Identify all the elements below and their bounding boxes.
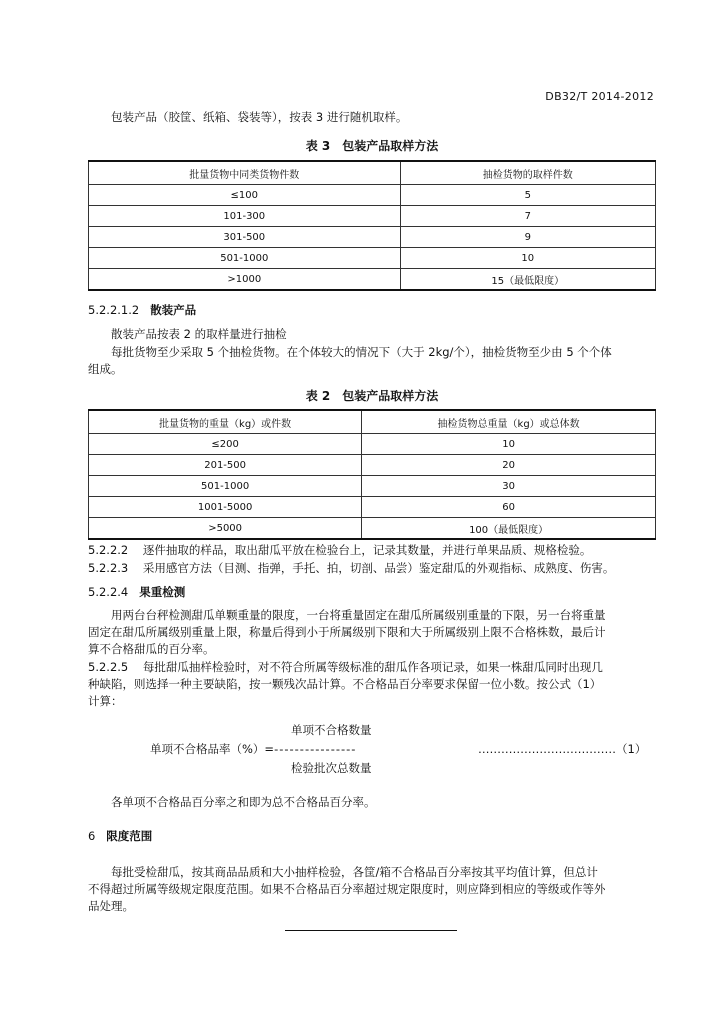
section-5-2-2-5 [88, 659, 603, 675]
table-cell: 7 [400, 206, 655, 227]
section-number: 5.2.2.2 [88, 543, 129, 557]
table-cell: 10 [400, 248, 655, 269]
table-row [89, 185, 656, 206]
table-cell: 201-500 [89, 455, 362, 476]
table2-header: 批量货物的重量（kg）或件数 [89, 410, 362, 434]
table-row [89, 434, 656, 455]
table2-header-row [89, 410, 656, 434]
section-number: 5.2.2.1.2 [88, 303, 140, 317]
table-cell: 100（最低限度） [362, 518, 656, 540]
section-6-heading [88, 828, 152, 844]
formula-denominator: 检验批次总数量 [291, 761, 372, 775]
table-cell: 30 [362, 476, 656, 497]
table-cell: 20 [362, 455, 656, 476]
sum-note: 各单项不合格品百分率之和即为总不合格品百分率。 [111, 795, 376, 809]
table-cell: 501-1000 [89, 248, 401, 269]
section-number: 6 [88, 829, 96, 843]
table-cell: ≤200 [89, 434, 362, 455]
equation-number: （1） [616, 742, 647, 756]
table-row [89, 497, 656, 518]
intro-paragraph: 包装产品（胶筐、纸箱、袋装等），按表 3 进行随机取样。 [111, 110, 408, 124]
table3-header: 批量货物中同类货物件数 [89, 161, 401, 185]
table-row [89, 476, 656, 497]
table-row [89, 518, 656, 540]
table-cell: ≤100 [89, 185, 401, 206]
paragraph: 计算： [88, 694, 123, 708]
table-row [89, 269, 656, 291]
doc-code: DB32/T 2014-2012 [545, 90, 654, 103]
formula-leader-dots: ……………………………… [478, 742, 616, 756]
table-cell: 15（最低限度） [400, 269, 655, 291]
table-cell: 501-1000 [89, 476, 362, 497]
end-rule [285, 930, 457, 931]
section-5-2-2-3 [88, 560, 614, 576]
section-number: 5.2.2.4 [88, 585, 129, 599]
paragraph: 组成。 [88, 362, 123, 376]
paragraph: 品处理。 [88, 899, 134, 913]
table-row [89, 227, 656, 248]
table-cell: 101-300 [89, 206, 401, 227]
section-5-2-2-1-2-heading [88, 302, 196, 318]
section-text: 逐件抽取的样品，取出甜瓜平放在检验台上，记录其数量，并进行单果品质、规格检验。 [142, 543, 592, 557]
table2-title: 表 2 包装产品取样方法 [305, 389, 439, 403]
paragraph: 用两台台秤检测甜瓜单颗重量的限度，一台将重量固定在甜瓜所属级别重量的下限，另一台将重量 [111, 608, 606, 622]
paragraph: 种缺陷，则选择一种主要缺陷，按一颗残次品计算。不合格品百分率要求保留一位小数。按公式（1） [88, 677, 602, 691]
table-cell: 10 [362, 434, 656, 455]
section-5-2-2-2 [88, 542, 591, 558]
table-row [89, 206, 656, 227]
table-cell: >1000 [89, 269, 401, 291]
table-row [89, 248, 656, 269]
section-title: 果重检测 [139, 585, 186, 599]
table-cell: 1001-5000 [89, 497, 362, 518]
formula-label: 单项不合格品率（%）= [150, 742, 275, 756]
table2 [88, 409, 656, 540]
table3-header-row [89, 161, 656, 185]
table-cell: 9 [400, 227, 655, 248]
paragraph: 散装产品按表 2 的取样量进行抽检 [111, 327, 287, 341]
table3 [88, 160, 656, 291]
section-number: 5.2.2.5 [88, 660, 129, 674]
paragraph: 固定在甜瓜所属级别重量上限，称量后得到小于所属级别下限和大于所属级别上限不合格株数，最后计 [88, 625, 606, 639]
paragraph: 每批受检甜瓜，按其商品品质和大小抽样检验，各筐/箱不合格品百分率按其平均值计算，但总计 [111, 865, 598, 879]
formula-equation-number [478, 741, 646, 757]
table2-header: 抽检货物总重量（kg）或总体数 [362, 410, 656, 434]
formula-lhs [150, 741, 356, 757]
table-cell: 5 [400, 185, 655, 206]
table-cell: 301-500 [89, 227, 401, 248]
formula-numerator: 单项不合格数量 [291, 723, 372, 737]
formula-fraction-bar: ---------------- [274, 742, 357, 756]
paragraph: 每批货物至少采取 5 个抽检货物。在个体较大的情况下（大于 2kg/个），抽检货物至少由 5 个个体 [111, 345, 612, 359]
table-cell: 60 [362, 497, 656, 518]
section-title: 限度范围 [106, 829, 153, 843]
paragraph: 不得超过所属等级规定限度范围。如果不合格品百分率超过规定限度时，则应降到相应的等级或作等外 [88, 882, 606, 896]
paragraph: 算不合格甜瓜的百分率。 [88, 642, 215, 656]
table-cell: >5000 [89, 518, 362, 540]
section-text: 每批甜瓜抽样检验时，对不符合所属等级标准的甜瓜作各项记录，如果一株甜瓜同时出现几 [142, 660, 603, 674]
section-title: 散装产品 [150, 303, 197, 317]
section-number: 5.2.2.3 [88, 561, 129, 575]
table3-header: 抽检货物的取样件数 [400, 161, 655, 185]
table-row [89, 455, 656, 476]
section-text: 采用感官方法（目测、指弹，手托、拍，切剖、品尝）鉴定甜瓜的外观指标、成熟度、伤害。 [142, 561, 615, 575]
section-5-2-2-4-heading [88, 584, 185, 600]
table3-title: 表 3 包装产品取样方法 [305, 139, 439, 153]
